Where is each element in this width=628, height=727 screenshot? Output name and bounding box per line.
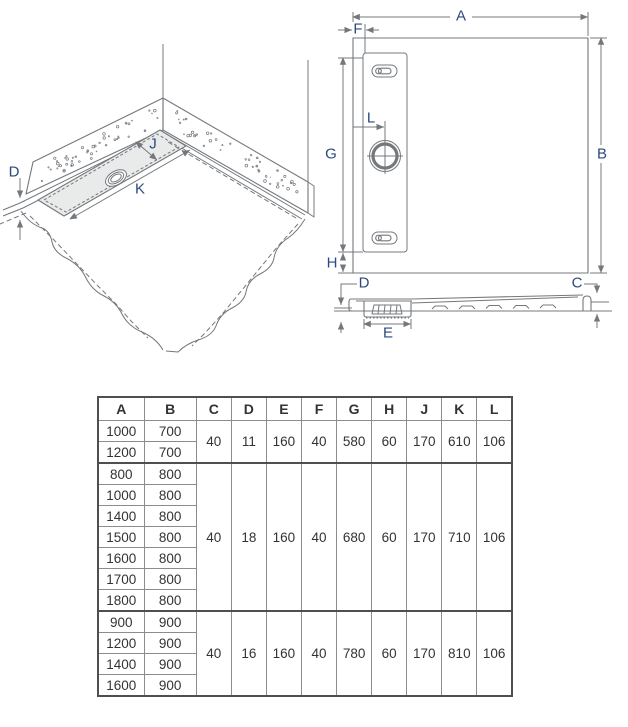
- cell-shared-j: 170: [407, 463, 442, 611]
- dim-label-g: G: [325, 145, 337, 163]
- tray-edge-dashed: [0, 213, 26, 224]
- ribs: [432, 305, 556, 309]
- cell-shared-f: 40: [301, 421, 336, 464]
- column-header-l: L: [477, 397, 512, 421]
- column-header-e: E: [266, 397, 301, 421]
- column-header-g: G: [337, 397, 372, 421]
- top-view: [325, 8, 607, 274]
- column-header-h: H: [372, 397, 407, 421]
- dimensions-table: [97, 396, 513, 697]
- cell-shared-e: 160: [266, 611, 301, 696]
- dim-label-l: L: [366, 109, 376, 127]
- column-header-b: B: [144, 397, 196, 421]
- cell-shared-c: 40: [196, 421, 231, 464]
- cell-a-length: 1200: [98, 442, 144, 464]
- dim-label-d-side: D: [358, 274, 370, 292]
- dim-label-k: K: [134, 180, 146, 198]
- cell-shared-l: 106: [477, 421, 512, 464]
- cell-shared-e: 160: [266, 421, 301, 464]
- inner-dashed: [168, 142, 296, 218]
- cell-a-length: 1000: [98, 485, 144, 506]
- cell-shared-l: 106: [477, 611, 512, 696]
- dim-label-b: B: [596, 145, 608, 163]
- cell-a-length: 800: [98, 463, 144, 485]
- table-body: [98, 421, 512, 697]
- cell-shared-d: 18: [231, 463, 266, 611]
- cell-a-length: 1500: [98, 527, 144, 548]
- dim-label-a: A: [455, 7, 467, 25]
- column-header-d: D: [231, 397, 266, 421]
- channel-section: [364, 301, 411, 317]
- cell-b-width: 800: [144, 485, 196, 506]
- table-row: [98, 463, 512, 485]
- cell-shared-k: 810: [442, 611, 477, 696]
- cell-shared-g: 680: [337, 463, 372, 611]
- cell-b-width: 700: [144, 442, 196, 464]
- table-row: [98, 421, 512, 442]
- column-header-a: A: [98, 397, 144, 421]
- cell-shared-d: 11: [231, 421, 266, 464]
- torn-edge-left: [21, 211, 163, 350]
- cell-shared-c: 40: [196, 611, 231, 696]
- cell-shared-g: 780: [337, 611, 372, 696]
- cell-b-width: 800: [144, 527, 196, 548]
- cell-shared-h: 60: [372, 463, 407, 611]
- drain-top-view: [367, 138, 403, 174]
- cell-shared-h: 60: [372, 611, 407, 696]
- cell-shared-d: 16: [231, 611, 266, 696]
- callout-c: [584, 284, 597, 293]
- cell-shared-k: 710: [442, 463, 477, 611]
- cell-a-length: 1700: [98, 569, 144, 590]
- dim-label-e: E: [382, 324, 394, 342]
- cell-a-length: 1600: [98, 675, 144, 697]
- column-header-c: C: [196, 397, 231, 421]
- cell-b-width: 800: [144, 463, 196, 485]
- cell-a-length: 1400: [98, 654, 144, 675]
- cell-a-length: 1600: [98, 548, 144, 569]
- cell-a-length: 1800: [98, 590, 144, 612]
- top-surface: [412, 295, 583, 299]
- cell-shared-f: 40: [301, 463, 336, 611]
- cell-b-width: 700: [144, 421, 196, 442]
- right-wall-end: [308, 182, 314, 217]
- column-header-j: J: [407, 397, 442, 421]
- column-header-f: F: [301, 397, 336, 421]
- cell-b-width: 800: [144, 590, 196, 612]
- cell-shared-h: 60: [372, 421, 407, 464]
- table-row: [98, 611, 512, 633]
- cell-shared-j: 170: [407, 421, 442, 464]
- fixing-slot-top: [372, 65, 397, 77]
- column-header-k: K: [442, 397, 477, 421]
- cell-shared-j: 170: [407, 611, 442, 696]
- cell-a-length: 1000: [98, 421, 144, 442]
- dim-label-f: F: [353, 20, 363, 38]
- cell-b-width: 800: [144, 548, 196, 569]
- dim-label-j: J: [149, 135, 157, 153]
- grate-hatch: [378, 305, 397, 314]
- cell-a-length: 1200: [98, 633, 144, 654]
- cell-a-length: 900: [98, 611, 144, 633]
- cell-b-width: 900: [144, 675, 196, 697]
- drain-grate: [372, 305, 402, 314]
- table-head: [98, 397, 512, 421]
- cell-shared-e: 160: [266, 463, 301, 611]
- right-lip: [583, 296, 591, 311]
- cell-shared-k: 610: [442, 421, 477, 464]
- cell-b-width: 900: [144, 611, 196, 633]
- cell-b-width: 900: [144, 654, 196, 675]
- cell-shared-f: 40: [301, 611, 336, 696]
- torn-edge-dashed: [30, 216, 148, 338]
- dimensions-table-wrap: [97, 396, 513, 697]
- cell-shared-l: 106: [477, 463, 512, 611]
- cell-b-width: 800: [144, 506, 196, 527]
- cell-b-width: 900: [144, 633, 196, 654]
- cell-shared-c: 40: [196, 463, 231, 611]
- cell-b-width: 800: [144, 569, 196, 590]
- isometric-view: [0, 44, 314, 352]
- left-upstand: [349, 299, 356, 311]
- cell-a-length: 1400: [98, 506, 144, 527]
- cell-shared-g: 580: [337, 421, 372, 464]
- dim-label-c: C: [571, 274, 583, 292]
- dim-label-d-iso: D: [8, 163, 20, 181]
- tray-edge-line: [3, 203, 20, 210]
- side-view: [334, 275, 612, 342]
- right-wall: [163, 98, 308, 213]
- dim-label-h: H: [326, 254, 338, 272]
- fixing-slot-bottom: [372, 232, 397, 244]
